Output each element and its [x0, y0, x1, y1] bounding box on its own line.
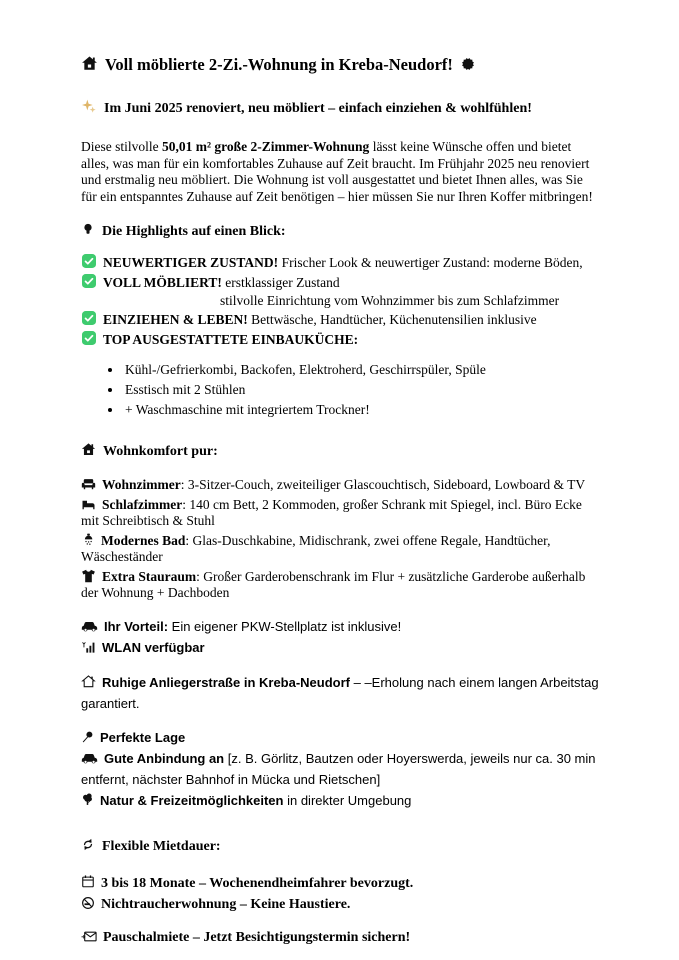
check-item-text: Frischer Look & neuwertiger Zustand: moderne Böden, — [278, 255, 583, 270]
starburst-icon — [460, 56, 476, 72]
highlights-heading — [81, 222, 600, 242]
benefit-item — [81, 637, 600, 658]
signal-icon — [81, 640, 96, 654]
comfort-item-label: Extra Stauraum — [102, 568, 197, 584]
tree-icon — [81, 792, 94, 807]
comfort-item — [81, 533, 600, 566]
house-icon — [81, 442, 96, 457]
comfort-item-text: : Großer Garderobenschrank im Flur + zusätzliche Garderobe außerhalb der Wohnung + Dachboden — [81, 568, 586, 600]
comfort-item — [81, 477, 600, 494]
shower-icon — [81, 533, 95, 547]
comfort-item-label: Modernes Bad — [101, 532, 186, 548]
check-item — [81, 330, 600, 350]
location-label: Perfekte Lage — [100, 729, 186, 745]
lightbulb-icon — [81, 222, 95, 237]
envelope-icon — [81, 930, 97, 943]
list-item: • Kühl-/Gefrierkombi, Backofen, Elektroherd, Geschirrspüler, Spüle — [123, 360, 600, 380]
location-label: Natur & Freizeitmöglichkeiten — [100, 792, 284, 808]
benefit-label: WLAN verfügbar — [102, 639, 205, 655]
location-item — [81, 672, 600, 714]
location-item — [81, 727, 600, 748]
couch-icon — [81, 478, 96, 491]
cycle-icon — [81, 837, 95, 852]
check-item-continuation: stilvolle Einrichtung vom Wohnzimmer bis zum Schlafzimmer — [220, 293, 560, 308]
subtitle-text: Im Juni 2025 renoviert, neu möbliert – einfach einziehen & wohlfühlen! — [104, 101, 532, 116]
footer-cta-text: Pauschalmiete – Jetzt Besichtigungstermin sichern! — [103, 929, 411, 945]
rental-terms — [81, 873, 600, 915]
check-item-label: EINZIEHEN & LEBEN! — [103, 312, 248, 327]
comfort-heading-text: Wohnkomfort pur: — [103, 444, 218, 459]
location-block-2 — [81, 727, 600, 811]
comfort-item-label: Wohnzimmer — [102, 477, 181, 492]
highlights-checklist — [81, 253, 600, 349]
check-icon — [81, 310, 97, 326]
page-title — [81, 54, 600, 76]
location-block — [81, 672, 600, 714]
no-smoking-icon — [81, 896, 95, 910]
benefit-text: Ein eigener PKW-Stellplatz ist inklusive! — [168, 618, 402, 634]
footer-cta — [81, 928, 600, 948]
check-item-label: NEUWERTIGER ZUSTAND! — [103, 255, 279, 270]
check-item-label: VOLL MÖBLIERT! — [103, 274, 222, 290]
subtitle — [81, 98, 600, 118]
comfort-list — [81, 477, 600, 602]
list-item: • + Waschmaschine mit integriertem Trockner! — [123, 400, 600, 420]
rental-item — [81, 873, 600, 894]
rental-item-text: 3 bis 18 Monate – Wochenendheimfahrer bevorzugt. — [101, 875, 414, 891]
rental-heading-text: Flexible Mietdauer: — [102, 838, 221, 854]
intro-paragraph — [81, 139, 600, 205]
comfort-item — [81, 569, 600, 602]
comfort-item-text: : 3-Sitzer-Couch, zweiteiliger Glascouchtisch, Sideboard, Lowboard & TV — [180, 477, 586, 492]
location-text: [z. B. Görlitz, Bautzen oder Hoyerswerda, jeweils nur ca. 30 min entfernt, nächster Bahnhof in Mücka und Rietschen] — [81, 750, 596, 787]
comfort-item-label: Schlafzimmer — [102, 496, 183, 512]
check-item-text: erstklassiger Zustand — [221, 274, 340, 290]
comfort-item-text: : 140 cm Bett, 2 Kommoden, großer Schrank mit Spiegel, incl. Büro Ecke mit Schreibtisch & Stuhl — [81, 496, 582, 528]
location-label: Gute Anbindung an — [104, 750, 225, 766]
kitchen-bullet-list — [81, 360, 600, 420]
intro-pre: Diese stilvolle — [81, 139, 162, 154]
check-icon — [81, 253, 97, 269]
comfort-heading — [81, 442, 600, 462]
location-label: Ruhige Anliegerstraße in Kreba-Neudorf — [102, 674, 350, 690]
house-outline-icon — [81, 674, 96, 689]
rental-heading — [81, 837, 600, 857]
check-item — [81, 310, 600, 330]
benefits-block — [81, 616, 600, 658]
location-text: in direkter Umgebung — [283, 792, 412, 808]
check-item — [81, 273, 600, 293]
tshirt-icon — [81, 569, 96, 583]
location-text: – –Erholung nach einem langen Arbeitstag garantiert. — [81, 674, 599, 711]
benefit-item — [81, 616, 600, 637]
location-item — [81, 790, 600, 811]
check-item — [81, 253, 600, 273]
rental-item — [81, 894, 600, 915]
title-text: Voll möblierte 2-Zi.-Wohnung in Kreba-Neudorf! — [105, 55, 453, 74]
location-item — [81, 748, 600, 790]
benefit-label: Ihr Vorteil: — [104, 618, 169, 634]
pin-icon — [81, 730, 94, 744]
check-icon — [81, 273, 97, 289]
car-icon — [81, 620, 98, 633]
sparkles-icon — [81, 98, 97, 114]
calendar-icon — [81, 874, 95, 889]
list-item: • Esstisch mit 2 Stühlen — [123, 380, 600, 400]
check-icon — [81, 330, 97, 346]
intro-bold: 50,01 m² große 2-Zimmer-Wohnung — [162, 139, 370, 154]
comfort-item-text: : Glas-Duschkabine, Midischrank, zwei offene Regale, Handtücher, Wäscheständer — [81, 532, 551, 564]
check-item-text: Bettwäsche, Handtücher, Küchenutensilien inklusive — [247, 312, 537, 327]
check-item-label: TOP AUSGESTATTETE EINBAUKÜCHE: — [103, 331, 359, 347]
highlights-heading-text: Die Highlights auf einen Blick: — [102, 224, 286, 239]
comfort-item — [81, 497, 600, 530]
house-icon — [81, 55, 98, 72]
bed-icon — [81, 499, 96, 511]
intro-post: lässt keine Wünsche offen und bietet alles, was man für ein komfortables Zuhause auf Zeit braucht. Im Frühjahr 2025 neu renoviert und erstmalig neu möbliert. Die Wohnung ist voll ausgestattet und bietet Ihnen alles, was Sie für ein entspanntes Zuhause auf Zeit benötigen – hier müssen Sie nur Ihren Koffer mitbringen! — [81, 139, 593, 204]
car-icon — [81, 752, 98, 765]
rental-item-text: Nichtraucherwohnung – Keine Haustiere. — [101, 896, 351, 912]
